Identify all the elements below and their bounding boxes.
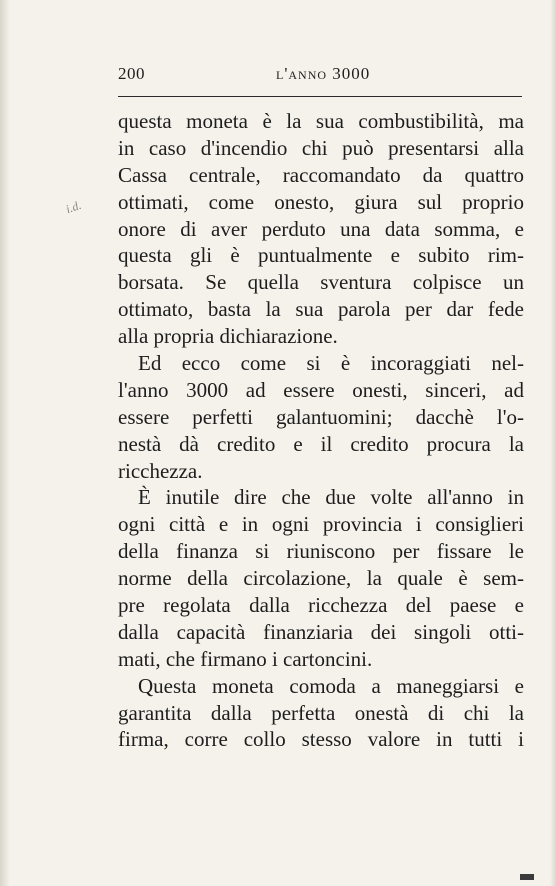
text-line: garantita dalla perfetta onestà di chi la [118, 700, 524, 725]
page-number: 200 [118, 64, 145, 83]
text-line: firma, corre collo stesso valore in tutti i [118, 727, 524, 752]
text-line: della finanza si riuniscono per fissare le [118, 539, 524, 564]
scan-edge-mark [520, 874, 534, 880]
text-line: questa moneta è la sua combustibilità, ma [118, 109, 524, 133]
text-line: norme della circolazione, la quale è sem- [118, 566, 524, 591]
text-line: onore di aver perduto una data somma, e [118, 216, 524, 241]
text-line: essere perfetti galantuomini; dacchè l'o- [118, 404, 524, 429]
header-rule [118, 96, 522, 97]
text-line: ogni città e in ogni provincia i consiglieri [118, 512, 524, 537]
text-line: pre regolata dalla ricchezza del paese e [118, 593, 524, 618]
text-line: ottimati, come onesto, giura sul proprio [118, 189, 524, 214]
text-line: in caso d'incendio chi può presentarsi alla [118, 135, 524, 160]
text-line: borsata. Se quella sventura colpisce un [118, 270, 524, 295]
text-line: ottimato, basta la sua parola per dar fede [118, 297, 524, 322]
paragraph-first-line: Ed ecco come si è incoraggiati nel- [138, 351, 524, 376]
body-text [118, 108, 524, 753]
text-line: questa gli è puntualmente e subito rim- [118, 243, 524, 268]
paragraph-first-line: Questa moneta comoda a maneggiarsi e [138, 673, 524, 698]
margin-pencil-note: i.d. [63, 197, 84, 217]
paragraph-first-line: È inutile dire che due volte all'anno in [138, 485, 524, 510]
paragraph-last-line: ricchezza. [118, 458, 203, 483]
running-title: l'anno 3000 [276, 64, 371, 83]
paragraph-last-line: alla propria dichiarazione. [118, 324, 338, 349]
running-header [118, 64, 524, 86]
text-line: l'anno 3000 ad essere onesti, sinceri, ad [118, 377, 524, 402]
text-line: nestà dà credito e il credito procura la [118, 431, 524, 456]
text-line: dalla capacità finanziaria dei singoli otti- [118, 619, 524, 644]
text-line: Cassa centrale, raccomandato da quattro [118, 162, 524, 187]
paragraph-last-line: mati, che firmano i cartoncini. [118, 646, 373, 671]
